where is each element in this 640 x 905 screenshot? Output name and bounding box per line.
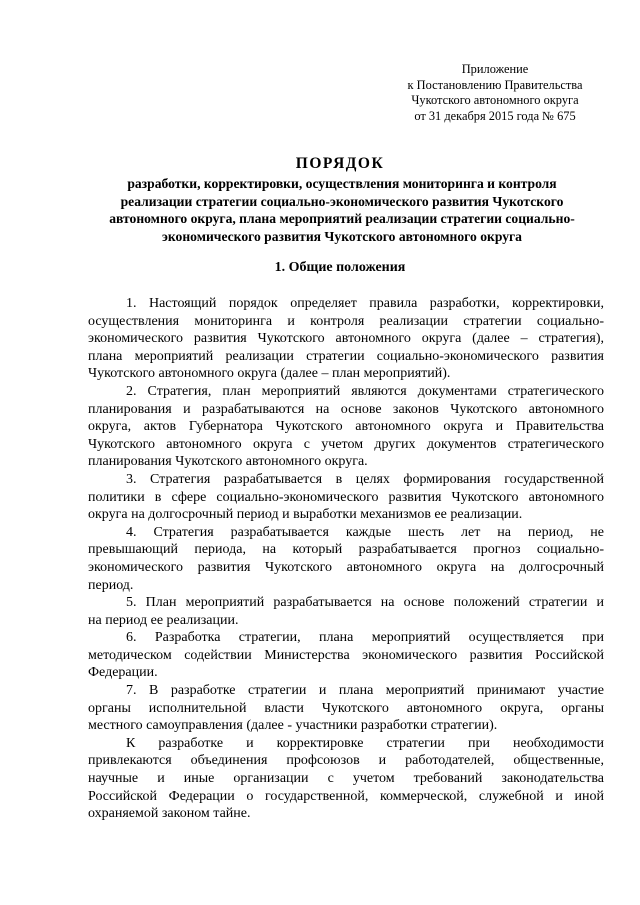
paragraph-line: методическом содействии Министерства экономического развития Российской: [88, 647, 604, 663]
paragraph-line: К разработке и корректировке стратегии при необходимости: [126, 735, 604, 751]
paragraph-line: охраняемой законом тайне.: [88, 806, 251, 822]
paragraph-line: осуществления мониторинга и контроля реализации стратегии социально-: [88, 313, 604, 329]
paragraph-line: 7. В разработке стратегии и плана мероприятий принимают участие: [126, 683, 604, 699]
paragraph: [88, 295, 604, 383]
paragraph-line: 2. Стратегия, план мероприятий являются документами стратегического: [126, 383, 604, 399]
section-heading: 1. Общие положения: [274, 260, 406, 275]
subtitle-line: реализации стратегии социально-экономического развития Чукотского: [120, 193, 564, 209]
paragraph-line: органы исполнительной власти Чукотского автономного округа, органы: [88, 700, 604, 716]
paragraph: [88, 735, 604, 823]
paragraph-line: научные и иные организации с учетом требований законодательства: [88, 771, 604, 787]
paragraph: [88, 629, 604, 682]
paragraph-line: 5. План мероприятий разрабатывается на основе положений стратегии и: [126, 595, 604, 611]
subtitle-line: экономического развития Чукотского автономного округа: [162, 228, 522, 244]
paragraph-line: планирования и разрабатываются на основе законов Чукотского автономного: [88, 401, 604, 417]
paragraph-line: Российской Федерации о государственной, коммерческой, служебной и иной: [88, 788, 604, 804]
paragraph-line: 3. Стратегия разрабатывается в целях формирования государственной: [126, 471, 604, 487]
paragraph-line: Чукотского автономного округа с учетом других документов стратегического: [88, 436, 604, 452]
subtitle-line: разработки, корректировки, осуществления мониторинга и контроля: [127, 176, 557, 191]
document-body: [88, 295, 604, 823]
paragraph: [88, 471, 604, 524]
appendix-line: Чукотского автономного округа: [411, 93, 579, 108]
paragraph-line: 6. Разработка стратегии, плана мероприятий осуществляется при: [126, 630, 604, 646]
paragraph-line: привлекаются объединения профсоюзов и работодателей, общественные,: [88, 753, 604, 769]
appendix-line: Приложение: [461, 62, 529, 76]
paragraph-line: политики в сфере социально-экономического развития Чукотского автономного: [88, 489, 604, 505]
paragraph-line: превышающий периода, на который разрабатывается прогноз социально-: [88, 542, 604, 558]
document-title: ПОРЯДОК: [295, 155, 385, 172]
paragraph-line: период.: [88, 577, 134, 593]
paragraph-line: Федерации.: [88, 665, 158, 681]
paragraph-line: Чукотского автономного округа (далее – план мероприятий).: [88, 366, 451, 382]
paragraph-line: местного самоуправления (далее - участники разработки стратегии).: [88, 718, 498, 734]
paragraph: [88, 594, 604, 629]
paragraph-line: планирования Чукотского автономного округа.: [88, 454, 368, 470]
paragraph-line: плана мероприятий реализации стратегии социально-экономического развития: [88, 348, 604, 364]
appendix-line: от 31 декабря 2015 года № 675: [414, 108, 576, 123]
paragraph: [88, 383, 604, 471]
paragraph-line: экономического развития Чукотского автономного округа (далее – стратегия),: [88, 331, 604, 347]
appendix-line: к Постановлению Правительства: [407, 77, 583, 92]
paragraph-line: 1. Настоящий порядок определяет правила разработки, корректировки,: [126, 296, 604, 311]
paragraph: [88, 682, 604, 735]
appendix-block: [360, 62, 630, 124]
document-subtitle: [80, 175, 604, 245]
paragraph: [88, 524, 604, 594]
subtitle-line: автономного округа, плана мероприятий реализации стратегии социально-: [109, 211, 575, 227]
paragraph-line: округа на долгосрочный период и выработки механизмов ее реализации.: [88, 507, 523, 523]
paragraph-line: экономического развития Чукотского автономного округа на долгосрочный: [88, 559, 604, 575]
paragraph-line: 4. Стратегия разрабатывается каждые шесть лет на период, не: [126, 524, 604, 540]
paragraph-line: округа, актов Губернатора Чукотского автономного округа и Правительства: [88, 419, 604, 435]
paragraph-line: на период ее реализации.: [88, 612, 239, 628]
